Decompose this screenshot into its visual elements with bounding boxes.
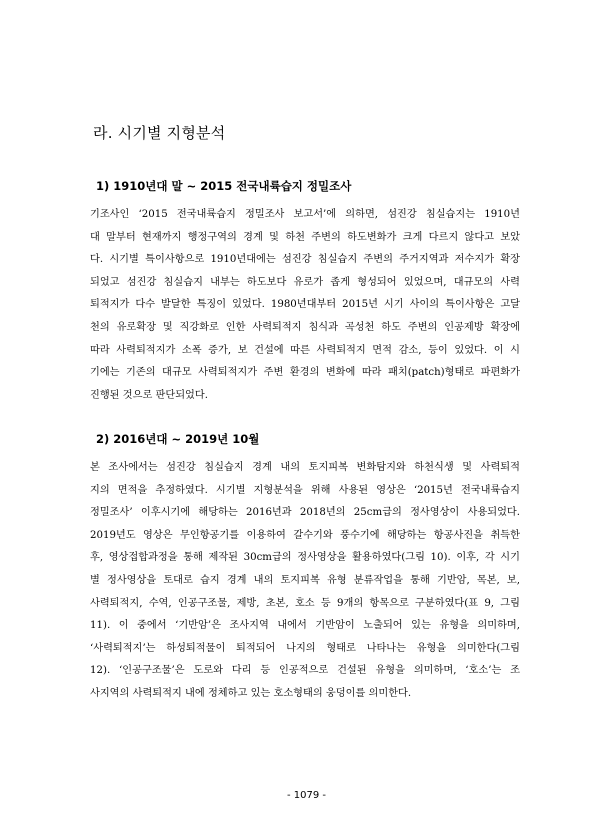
paragraph-line: 2019년도 영상은 무인항공기를 이용하여 갈수기와 풍수기에 해당하는 항공사진을 취득한 (90, 529, 520, 541)
page-number: - 1079 - (286, 790, 327, 801)
subsection-2-title: 2) 2016년대 ~ 2019년 10월 (96, 432, 260, 446)
section-title: 라. 시기별 지형분석 (93, 124, 226, 142)
paragraph-line: 별 정사영상을 토대로 습지 경계 내의 토지피복 유형 분류작업을 통해 기반암, 목본, 보, (90, 574, 520, 586)
paragraph-line: 지의 면적을 추정하였다. 시기별 지형분석을 위해 사용된 영상은 ‘2015년 전국내륙습지 (90, 484, 520, 496)
paragraph-line: 되었고 섬진강 침실습지 내부는 하도보다 유로가 좁게 형성되어 있었으며, 대규모의 사력 (90, 276, 520, 288)
paragraph-line: ‘사력퇴적지’는 하성퇴적물이 퇴적되어 나지의 형태로 나타나는 유형을 의미한다(그림 (90, 642, 520, 654)
paragraph-line: 대 말부터 현재까지 행정구역의 경계 및 하천 주변의 하도변화가 크게 다르지 않다고 보았 (90, 231, 520, 243)
paragraph-line: 사지역의 사력퇴적지 내에 정체하고 있는 호소형태의 웅덩이를 의미한다. (90, 687, 412, 699)
paragraph-line: 12). ‘인공구조물’은 도로와 다리 등 인공적으로 건설된 유형을 의미하며, ‘호소’는 조 (90, 665, 520, 677)
paragraph-line: 기에는 기존의 대규모 사력퇴적지가 주변 환경의 변화에 따라 패치(patch)형태로 파편화가 (90, 367, 520, 379)
paragraph-line: 후, 영상접합과정을 통해 제작된 30cm급의 정사영상을 활용하였다(그림 10). 이후, 각 시기 (90, 552, 520, 564)
paragraph-line: 11). 이 중에서 ‘기반암’은 조사지역 내에서 기반암이 노출되어 있는 유형을 의미하며, (90, 620, 520, 632)
paragraph-line: 사력퇴적지, 수역, 인공구조물, 제방, 초본, 호소 등 9개의 항목으로 구분하였다(표 9, 그림 (90, 597, 520, 609)
paragraph-line: 천의 유로확장 및 직강화로 인한 사력퇴적지 침식과 곡성천 하도 주변의 인공제방 확장에 (90, 321, 520, 333)
paragraph-line: 정밀조사’ 이후시기에 해당하는 2016년과 2018년의 25cm급의 정사영상이 사용되었다. (90, 507, 520, 519)
paragraph-line: 퇴적지가 다수 발달한 특징이 있었다. 1980년대부터 2015년 시기 사이의 특이사항은 고달 (90, 299, 520, 311)
paragraph-line: 따라 사력퇴적지가 소폭 증가, 보 건설에 따른 사력퇴적지 면적 감소, 등이 있었다. 이 시 (90, 344, 520, 356)
subsection-1-title: 1) 1910년대 말 ~ 2015 전국내륙습지 정밀조사 (96, 179, 352, 193)
paragraph-line: 진행된 것으로 판단되었다. (90, 389, 208, 401)
paragraph-line: 다. 시기별 특이사항으로 1910년대에는 섬진강 침실습지 주변의 주거지역과 저수지가 확장 (90, 254, 520, 266)
paragraph-line: 본 조사에서는 섬진강 침실습지 경계 내의 토지피복 변화탐지와 하천식생 및 사력퇴적 (90, 462, 520, 473)
subsection-2-paragraph (90, 457, 520, 706)
paragraph-line: 기조사인 ‘2015 전국내륙습지 정밀조사 보고서’에 의하면, 섬진강 침실습지는 1910년 (90, 209, 520, 220)
subsection-1-paragraph (90, 204, 520, 407)
